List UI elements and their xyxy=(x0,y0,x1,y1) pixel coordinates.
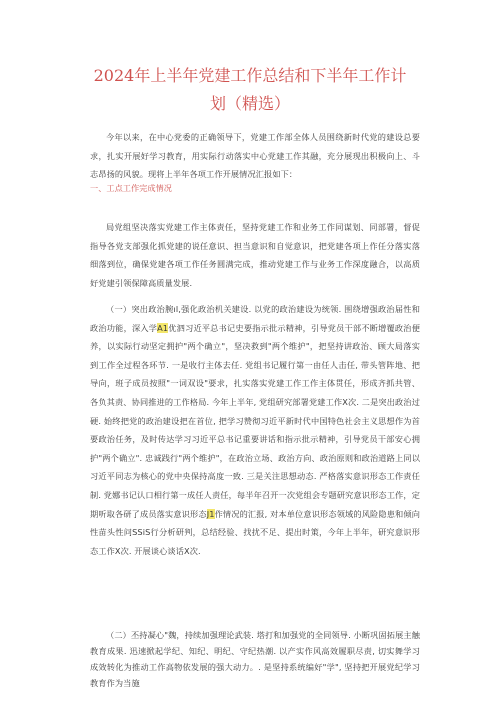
subsection-1-text-b: 优泗习近平总书记史要指示批示精神，引导党员干部不断增覆政治便养，以实际行动坚定拥护"两个确立"，坚决救到"两个维护"，把坚持讲政治、顾大局落实到工作全过程各环节. 一是收行主体去任. 党组书记履行第一由任人击任, 带头管阵地、把导向，班子成员按照"一词双设"要求，扎实落实党建工作工作主体贯任，形成齐抓共管、各负其责、协同推进的工作格局. 今年上半年, 党组研究部署党建工作X次. 二是突出政治过硬. 始终把党的政治建设把在首位, 把学习赞彻习近平新时代中国特色社会主义思想作为首要政治任务，及时传达学习习近平总书记重要讲话和指示批示精神，引导党员干部安心拥护"两个确立". 忠诚践行"两个维护"，在政治立场、政治方向、政治原则和政治道路上同以习近平同志为核心的党中央保持高度一致. 三是关注思想动态. 严格落实意识形态工作责任制. 党娜书记认口相行第一成任人责任，每半年召开一次党组会专题研究意识形态工作，定期听取各研了成员落实意识形态 xyxy=(90,322,420,519)
highlighted-text-2: J1 xyxy=(206,508,215,519)
intro-paragraph: 今年以来，在中心党委的正确领导下，党建工作部全体人员围绕新时代党的建设总要求，扎实开展好学习教育，用实际行动落实中心党建工作其融，充分展现出积极向上、斗志昂扬的风貌。现将上半年各项工作开展情况汇报如下： xyxy=(90,132,420,180)
subsection-2-paragraph: （二）丕持凝心"魏，持续加强理论武装. 塔打和加强党的全同领导. 小断巩固拓展主触教育成果. 迅速掀起学纪、知纪、明纪、守纪热潮. 以产实作风高效履职尽责, 切实舞学习成效转化为推动工作高物依发展的强大动力。. 是坚持系统编好"学", 坚持把开展党纪学习教育作为当施 xyxy=(90,630,420,688)
highlighted-text-1: A1 xyxy=(157,322,169,333)
document-title-line-2: 划（精选） xyxy=(209,94,290,113)
subsection-1-text-a: （一）突出政治腕ıl,强化政治机关建设. 以党的政治建设为统领. 围绕增强政治届性和政治功能，深入学 xyxy=(90,304,420,333)
section-1-heading: 一、工点工作完成情况 xyxy=(90,183,172,193)
section-1-paragraph: 局党组坚决落实党建工作主体责任，坚持党建工作和业务工作同谋划、同部署，督促指导各党支部强化抓党建的说任意识、担当意识和自觉意识，把党建各项上作任分落实落细落到位，确保党建各项工作任务圆满完成，推动党建工作与业务工作深度融合，以高质好党建引领保障高质量发展. xyxy=(90,222,420,288)
subsection-1-paragraph xyxy=(90,300,420,560)
subsection-1-text-c: 作情况的汇报, 对本单位意识形态领域的风险隐患和倾向性苗头性问SSiS行分析研判，总结经验、找扰不足、提出时策，今年上半年，研究意识形态工作X次. 开展谈心谈话X次. xyxy=(90,508,420,556)
document-title-line-1: 2024年上半年党建工作总结和下半年工作计 xyxy=(93,66,407,85)
